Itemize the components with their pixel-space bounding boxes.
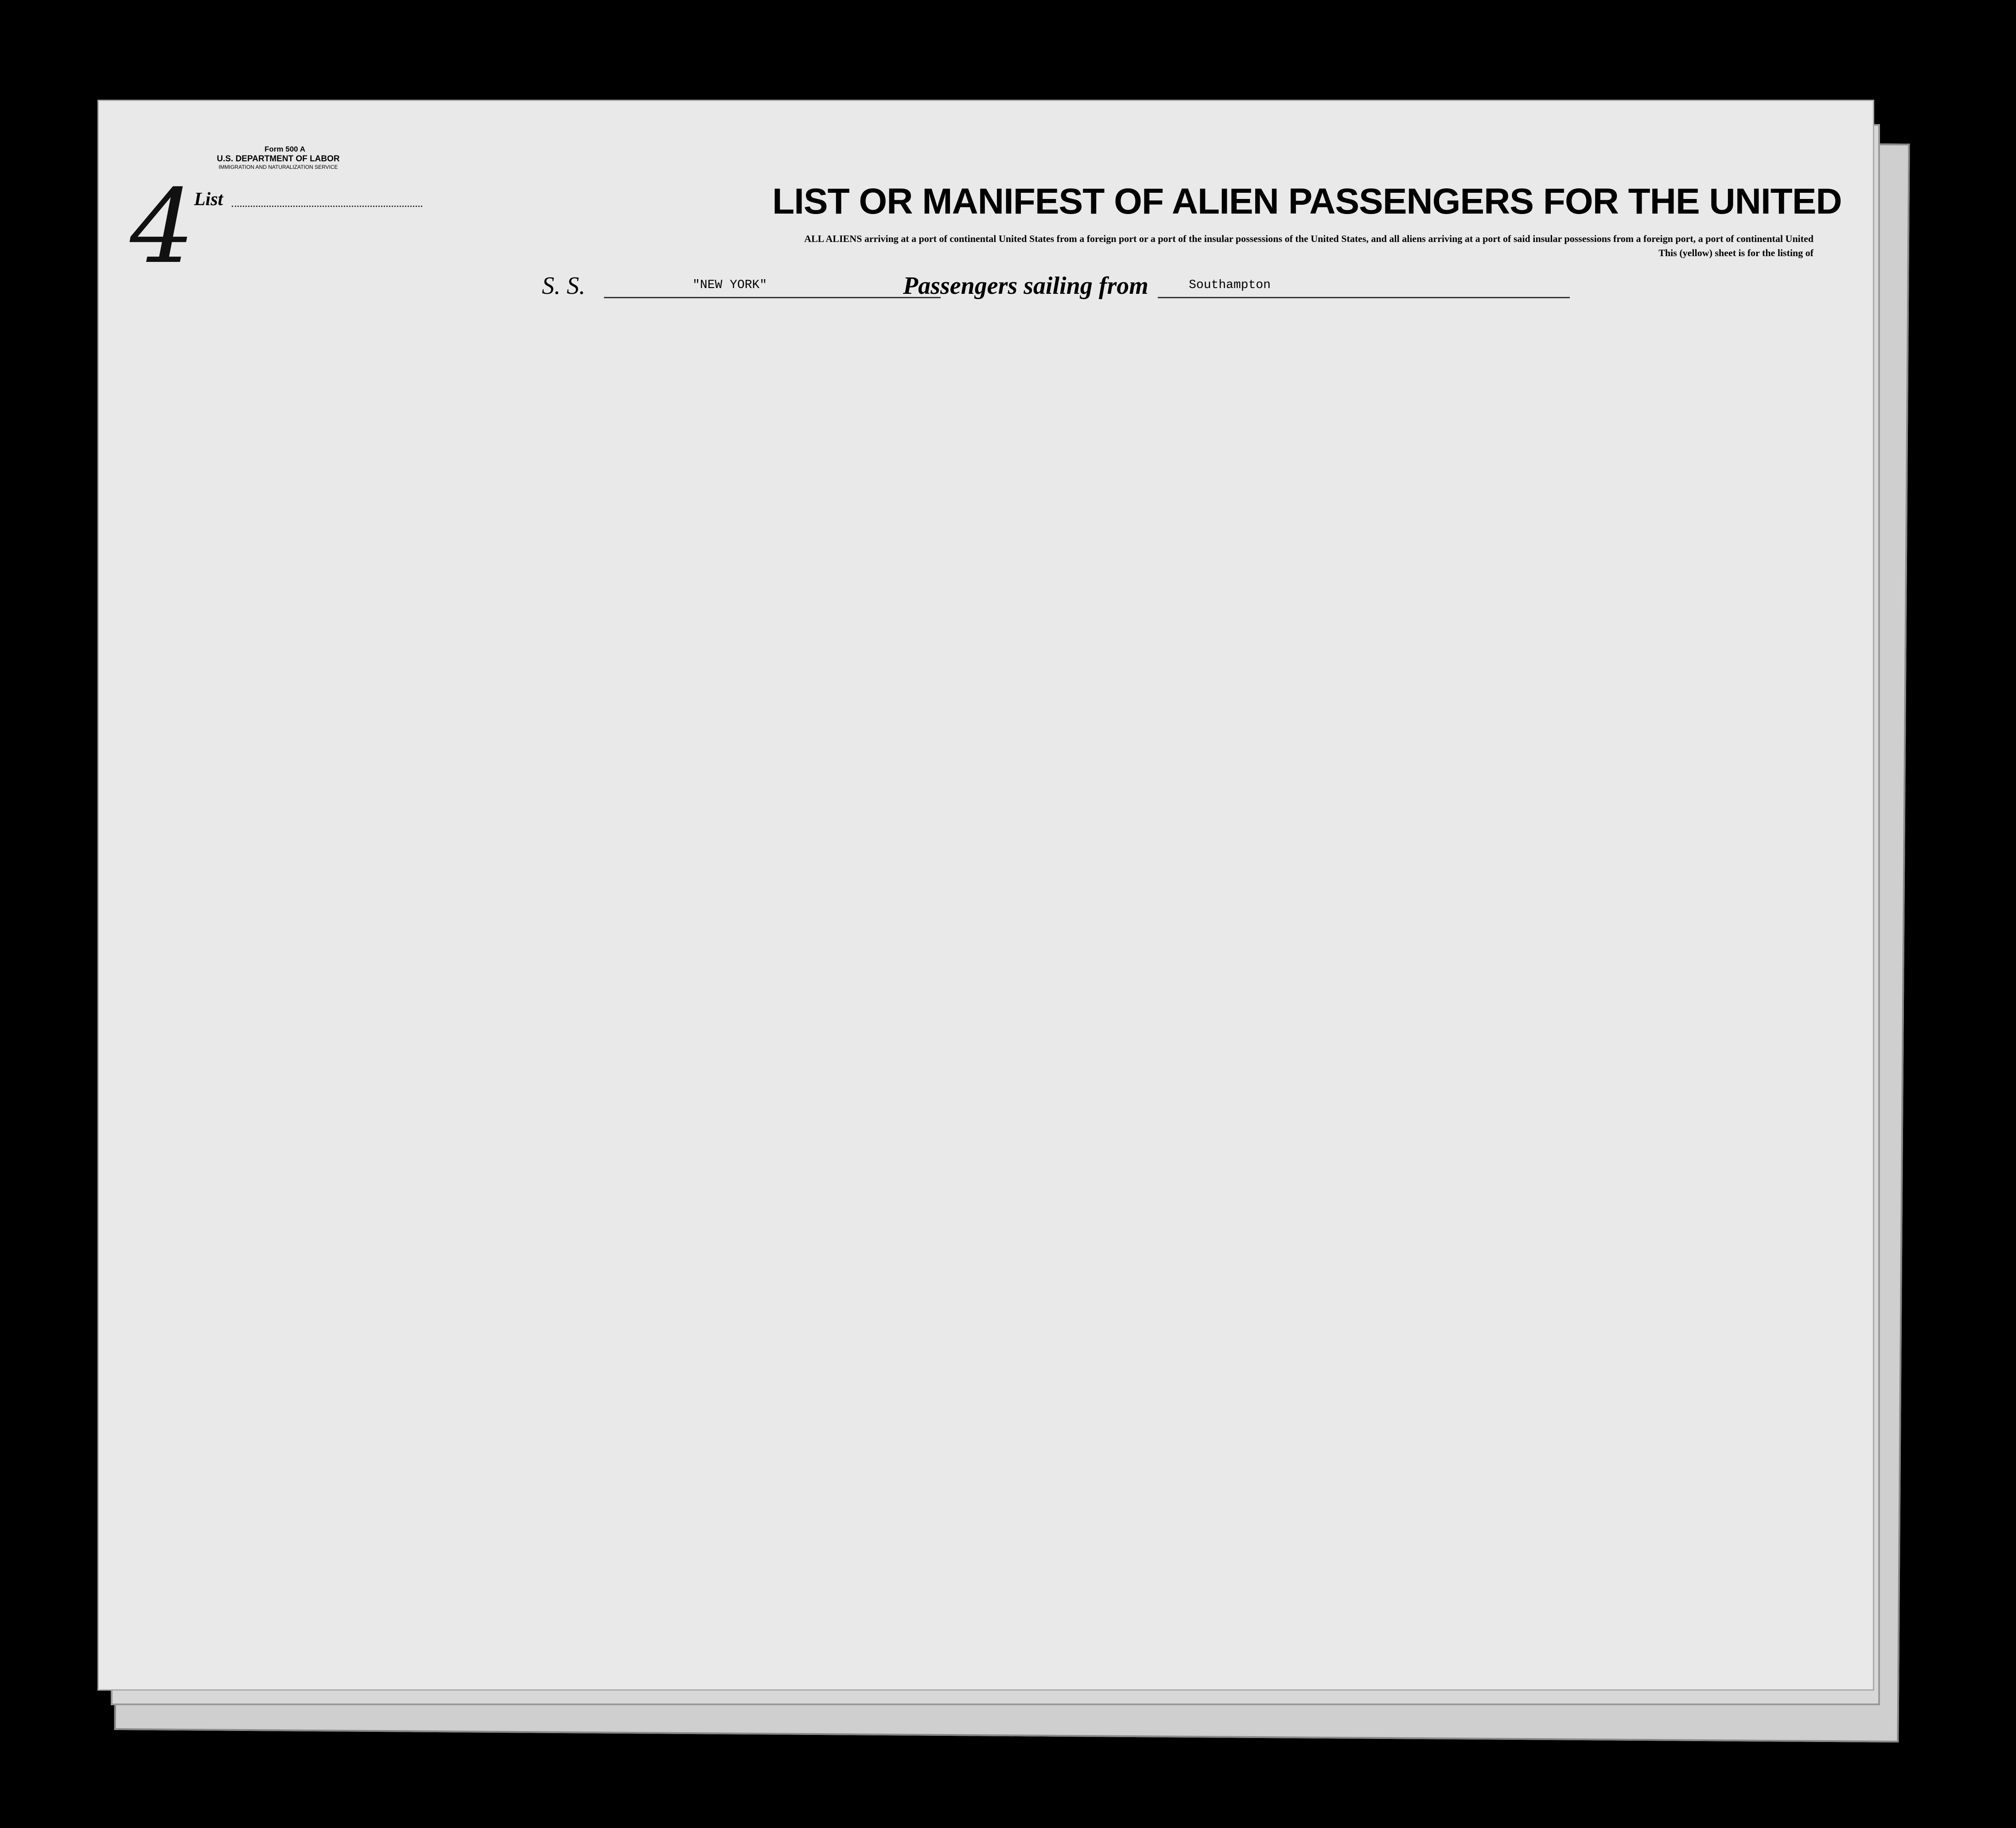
ship-name: "NEW YORK"	[693, 278, 767, 292]
list-number-handwritten: 4	[130, 168, 195, 286]
form-number: Form 500 A	[265, 145, 305, 153]
department: U.S. DEPARTMENT OF LABOR	[217, 154, 340, 164]
footer-code-bottom: 14—430	[1118, 1783, 1138, 1789]
service: IMMIGRATION AND NATURALIZATION SERVICE	[218, 164, 338, 170]
subtitle-2: This (yellow) sheet is for the listing of	[1658, 247, 1814, 258]
sailing-label: Passengers sailing from	[903, 272, 1148, 300]
port-line	[1158, 297, 1570, 298]
manifest-sheet	[97, 100, 1874, 1789]
list-number-line	[232, 206, 422, 207]
list-label: List	[194, 189, 223, 210]
port-name: Southampton	[1189, 278, 1271, 292]
ship-line	[604, 297, 941, 298]
subtitle: ALL ALIENS arriving at a port of continental United States from a foreign port or a port of the insular possessions of the United States, and all aliens arriving at a port of said insular possessions from a foreign port, a port of continental United	[804, 233, 1814, 244]
ss-label: S. S.	[542, 272, 585, 300]
page-title: LIST OR MANIFEST OF ALIEN PASSENGERS FOR THE UNITED	[772, 181, 1842, 222]
